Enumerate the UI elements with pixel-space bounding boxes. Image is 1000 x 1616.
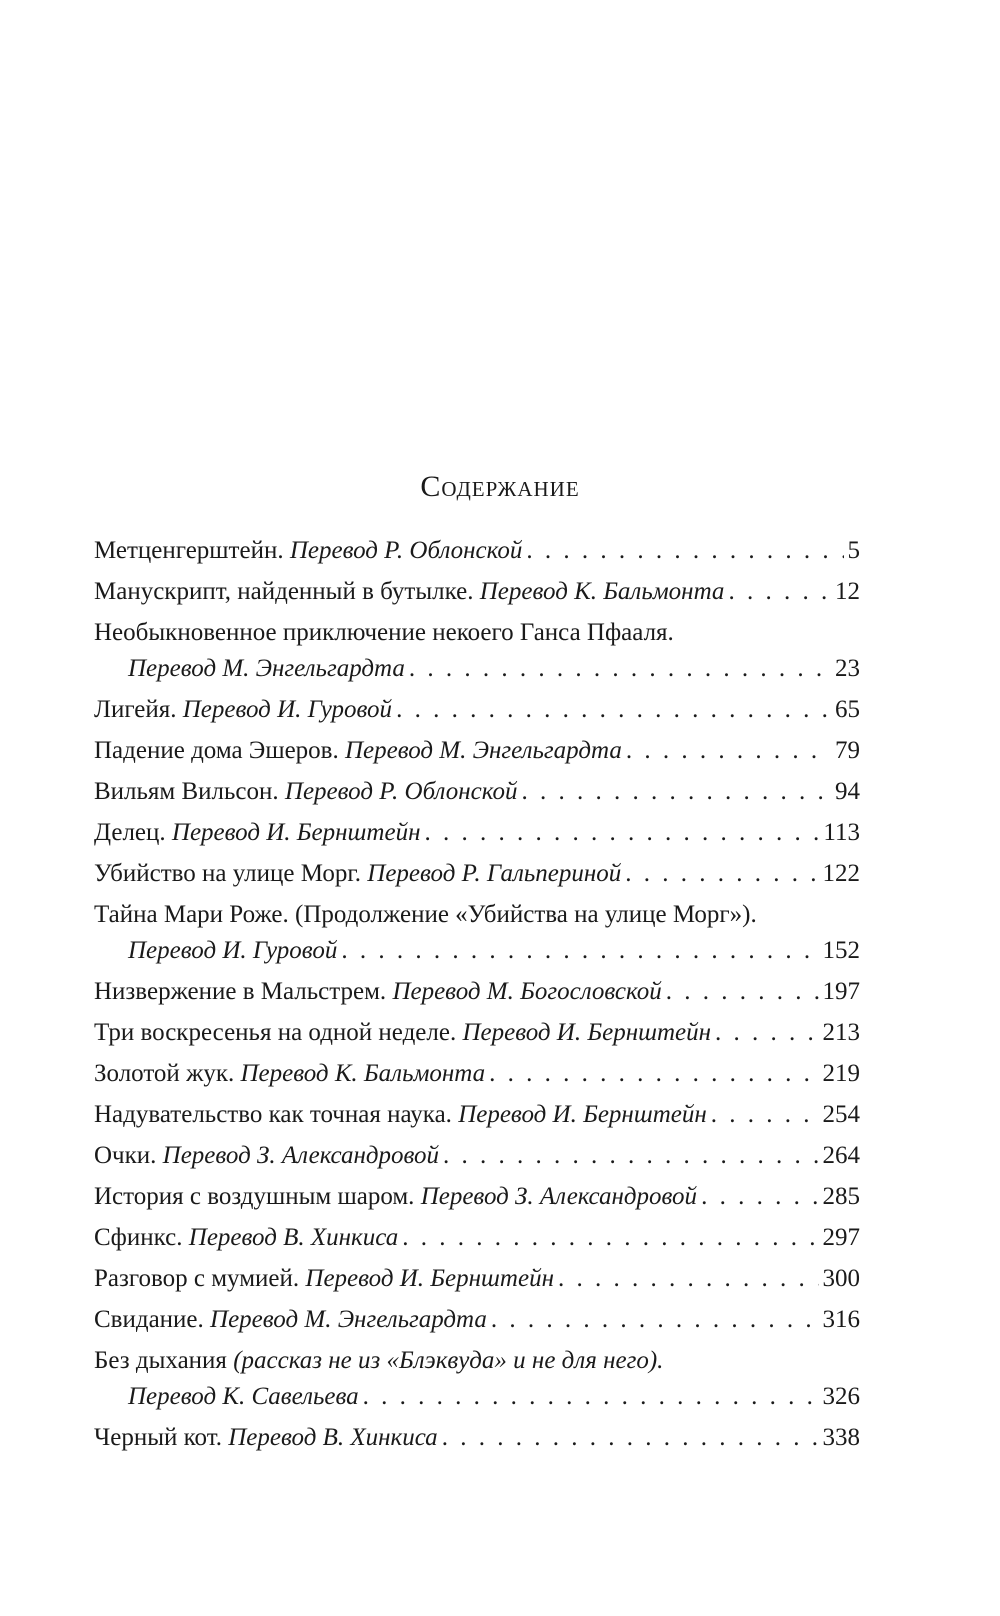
entry-title: Черный кот. (94, 1424, 222, 1451)
entry-page-number: 94 (835, 778, 860, 805)
entry-translator: Перевод И. Бернштейн (458, 1101, 707, 1128)
toc-entry (94, 901, 860, 978)
dot-leader (625, 860, 818, 888)
toc-entry (94, 737, 860, 778)
entry-page-number: 285 (822, 1183, 860, 1210)
entry-page-number: 326 (822, 1383, 860, 1410)
entry-title: Метценгерштейн. (94, 537, 284, 564)
entry-page-number: 297 (822, 1224, 860, 1251)
entry-translator: Перевод К. Бальмонта (240, 1060, 486, 1087)
entry-title: Сфинкс. (94, 1224, 183, 1251)
dot-leader (489, 1060, 818, 1088)
entry-translator: Перевод И. Бернштейн (305, 1265, 554, 1292)
toc-entry (94, 578, 860, 619)
entry-page-number: 113 (823, 819, 860, 846)
dot-leader (402, 1224, 818, 1252)
toc-entry (94, 819, 860, 860)
toc-entry (94, 619, 860, 696)
entry-translator: Перевод К. Бальмонта (479, 578, 725, 605)
entry-title: Без дыхания (94, 1347, 227, 1374)
entry-title: Тайна Мари Роже. (Продолжение «Убийства на улице Морг»). (94, 901, 757, 928)
dot-leader (711, 1101, 819, 1129)
entry-translator: Перевод М. Энгельгардта (128, 655, 405, 682)
entry-page-number: 254 (822, 1101, 860, 1128)
dot-leader (666, 978, 819, 1006)
entry-translator: Перевод З. Александровой (420, 1183, 698, 1210)
entry-page-number: 219 (822, 1060, 860, 1087)
entry-page-number: 316 (822, 1306, 860, 1333)
toc-entry (94, 978, 860, 1019)
entry-translator: Перевод З. Александровой (162, 1142, 440, 1169)
dot-leader (626, 737, 831, 765)
entry-title: Делец. (94, 819, 166, 846)
dot-leader (341, 937, 818, 965)
entry-translator: Перевод М. Энгельгардта (210, 1306, 487, 1333)
entry-page-number: 213 (822, 1019, 860, 1046)
entry-subtitle: (рассказ не из «Блэквуда» и не для него). (233, 1347, 664, 1374)
toc-entry (94, 1142, 860, 1183)
dot-leader (442, 1424, 819, 1452)
entry-title: Падение дома Эшеров. (94, 737, 339, 764)
entry-title: Необыкновенное приключение некоего Ганса Пфааля. (94, 619, 674, 646)
entry-page-number: 5 (847, 537, 860, 564)
toc-entry (94, 1101, 860, 1142)
dot-leader (396, 696, 831, 724)
toc-entry (94, 1306, 860, 1347)
toc-entry (94, 1060, 860, 1101)
entry-translator: Перевод Р. Облонской (284, 778, 518, 805)
entry-translator: Перевод В. Хинкиса (228, 1424, 438, 1451)
dot-leader (558, 1265, 819, 1293)
entry-title: История с воздушным шаром. (94, 1183, 415, 1210)
entry-title: Свидание. (94, 1306, 204, 1333)
toc-entry (94, 1424, 860, 1465)
toc-entry (94, 1183, 860, 1224)
entry-translator: Перевод Р. Облонской (289, 537, 523, 564)
entry-translator: Перевод И. Бернштейн (462, 1019, 712, 1046)
entry-title: Вильям Вильсон. (94, 778, 279, 805)
toc-list (94, 537, 860, 1465)
entry-translator: Перевод М. Богословской (392, 978, 662, 1005)
toc-entry (94, 1019, 860, 1060)
entry-title: Манускрипт, найденный в бутылке. (94, 578, 474, 605)
entry-page-number: 300 (822, 1265, 860, 1292)
dot-leader (491, 1306, 819, 1334)
dot-leader (521, 778, 831, 806)
toc-entry (94, 1265, 860, 1306)
toc-entry (94, 696, 860, 737)
dot-leader (363, 1383, 819, 1411)
dot-leader (409, 655, 831, 683)
entry-translator: Перевод И. Бернштейн (171, 819, 421, 846)
entry-title: Три воскресенья на одной неделе. (94, 1019, 457, 1046)
entry-translator: Перевод В. Хинкиса (188, 1224, 399, 1251)
entry-title: Разговор с мумией. (94, 1265, 300, 1292)
entry-title: Очки. (94, 1142, 157, 1169)
toc-entry (94, 860, 860, 901)
dot-leader (715, 1019, 818, 1047)
dot-leader (728, 578, 831, 606)
entry-translator: Перевод М. Энгельгардта (344, 737, 622, 764)
entry-translator: Перевод И. Гуровой (182, 696, 393, 723)
entry-title: Убийство на улице Морг. (94, 860, 362, 887)
toc-entry (94, 1347, 860, 1424)
toc-title: Содержание (420, 470, 580, 503)
dot-leader (424, 819, 819, 847)
entry-title: Низвержение в Мальстрем. (94, 978, 387, 1005)
entry-page-number: 65 (835, 696, 860, 723)
entry-translator: Перевод Р. Гальпериной (367, 860, 622, 887)
dot-leader (701, 1183, 818, 1211)
dot-leader (526, 537, 843, 565)
entry-page-number: 264 (822, 1142, 860, 1169)
entry-translator: Перевод И. Гуровой (128, 937, 338, 964)
entry-title: Лигейя. (94, 696, 177, 723)
entry-translator: Перевод К. Савельева (128, 1383, 359, 1410)
entry-title: Золотой жук. (94, 1060, 235, 1087)
toc-entry (94, 537, 860, 578)
entry-page-number: 197 (822, 978, 860, 1005)
entry-page-number: 152 (822, 937, 860, 964)
entry-title: Надувательство как точная наука. (94, 1101, 452, 1128)
dot-leader (443, 1142, 818, 1170)
entry-page-number: 338 (822, 1424, 860, 1451)
entry-page-number: 23 (835, 655, 860, 682)
entry-page-number: 12 (835, 578, 860, 605)
entry-page-number: 122 (822, 860, 860, 887)
entry-page-number: 79 (835, 737, 860, 764)
toc-entry (94, 778, 860, 819)
toc-entry (94, 1224, 860, 1265)
